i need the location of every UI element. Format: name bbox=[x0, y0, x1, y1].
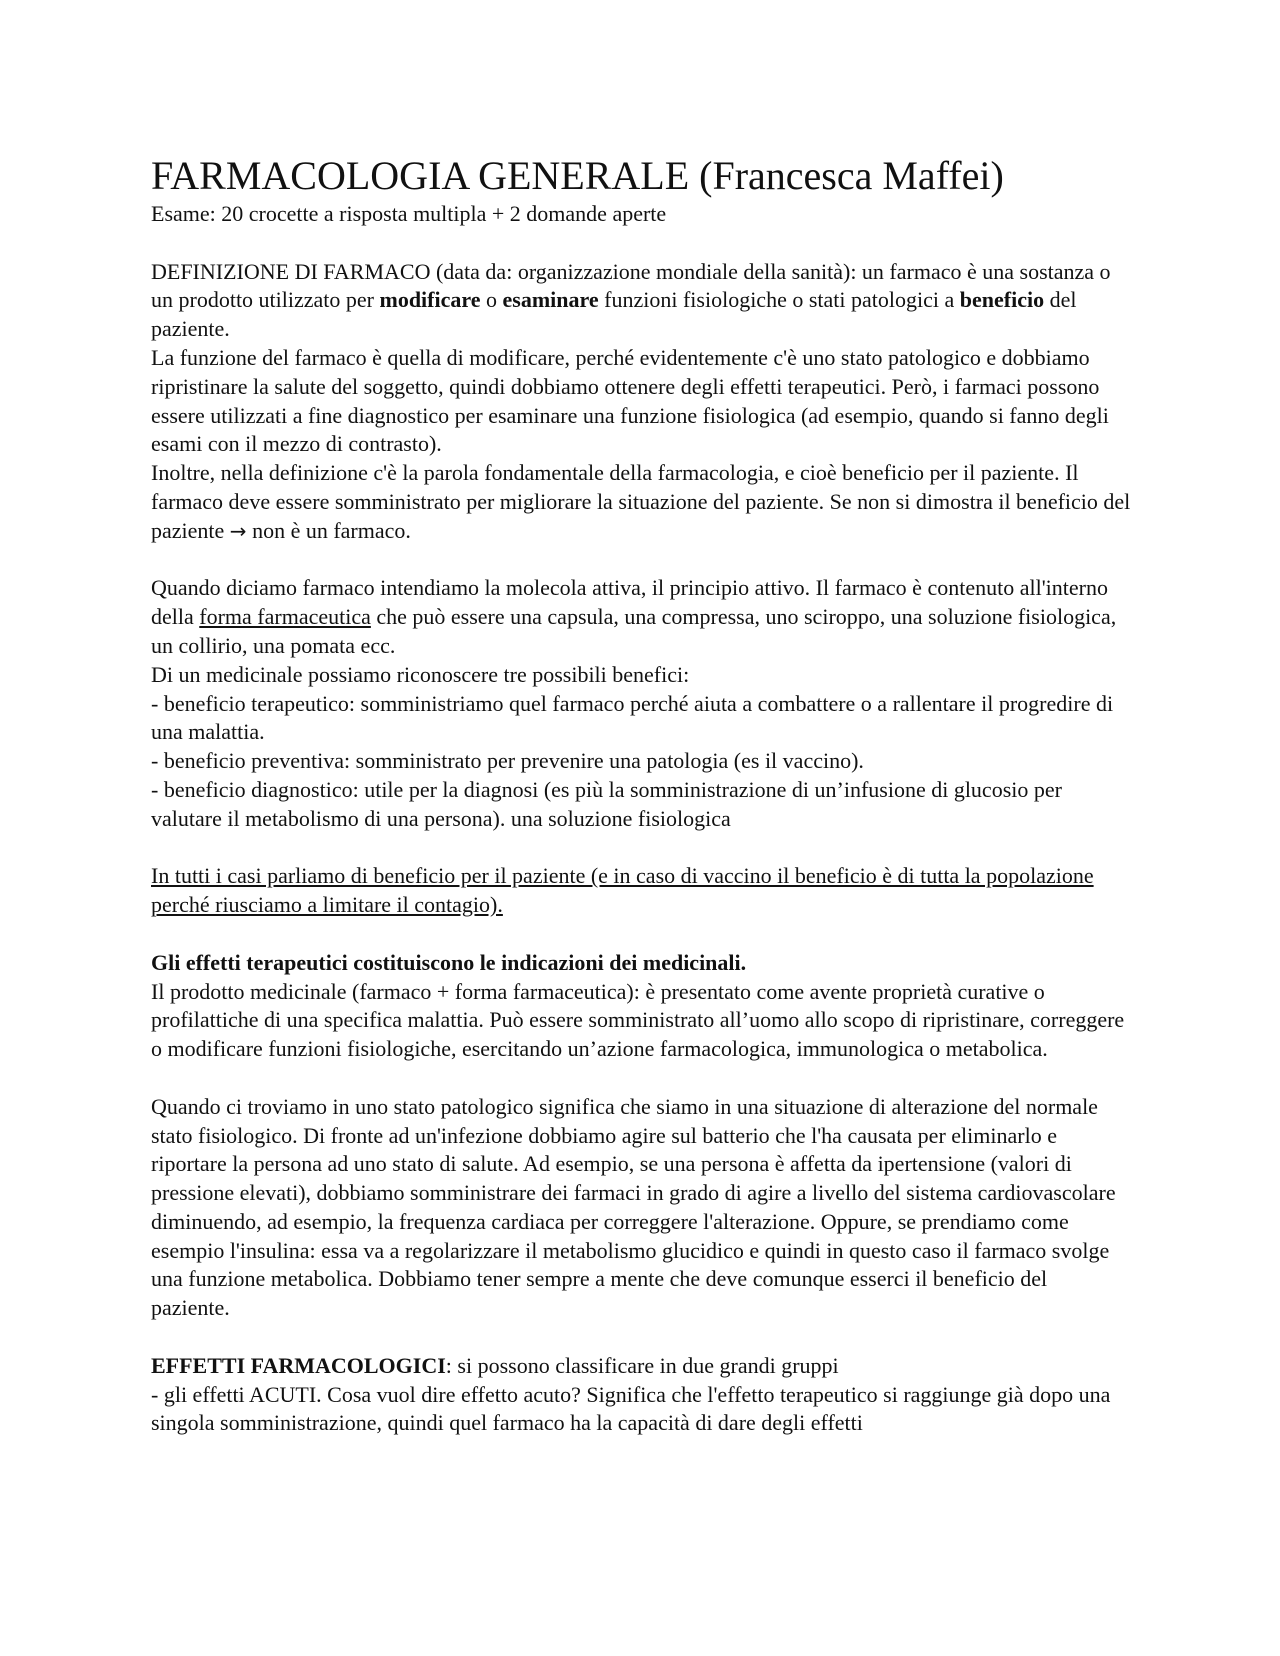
definition-paragraph bbox=[151, 258, 1131, 546]
benefit-diagnostic: - beneficio diagnostico: utile per la diagnosi (es più la somministrazione di un’infusione di glucosio per valutare il metabolismo di una persona). una soluzione fisiologica bbox=[151, 776, 1062, 831]
definition-bold-modificare: modificare bbox=[379, 287, 481, 313]
function-text: La funzione del farmaco è quella di modificare, perché evidentemente c'è uno stato patologico e dobbiamo ripristinare la salute del soggetto, quindi dobbiamo ottenere degli effetti terapeutici. Però, i farmaci possono essere utilizzati a fine diagnostico per esaminare una funzione fisiologica (ad esempio, quando si fanno degli esami con il mezzo di contrasto). bbox=[151, 344, 1109, 457]
pathological-state-paragraph: Quando ci troviamo in uno stato patologico significa che siamo in una situazione di alterazione del normale stato fisiologico. Di fronte ad un'infezione dobbiamo agire sul batterio che l'ha causata per eliminarlo e riportare la persona ad uno stato di salute. Ad esempio, se una persona è affetta da ipertensione (valori di pressione elevati), dobbiamo somministrare dei farmaci in grado di agire a livello del sistema cardiovascolare diminuendo, ad esempio, la frequenza cardiaca per correggere l'alterazione. Oppure, se prendiamo come esempio l'insulina: essa va a regolarizzare il metabolismo glucidico e quindi in questo caso il farmaco svolge una funzione metabolica. Dobbiamo tener sempre a mente che deve comunque esserci il beneficio del paziente. bbox=[151, 1093, 1116, 1321]
form-text-2: che può essere una capsula, una compressa, uno sciroppo, una soluzione fisiologica, un collirio, una pomata ecc. bbox=[151, 604, 1117, 658]
form-text-1: Quando diciamo farmaco intendiamo la molecola attiva, il principio attivo. Il farmaco è contenuto all'interno della bbox=[151, 575, 1108, 630]
effects-heading: EFFETTI FARMACOLOGICI bbox=[151, 1352, 446, 1378]
benefit-text-end: non è un farmaco. bbox=[246, 517, 411, 543]
definition-text-4: del paziente. bbox=[151, 287, 1077, 342]
page-title: FARMACOLOGIA GENERALE (Francesca Maffei) bbox=[151, 153, 1004, 198]
form-underlined: forma farmaceutica bbox=[199, 604, 371, 630]
benefit-preventive: - beneficio preventiva: somministrato per prevenire una patologia (es il vaccino). bbox=[151, 748, 864, 774]
indications-body: Il prodotto medicinale (farmaco + forma farmaceutica): è presentato come avente proprietà curative o profilattiche di una specifica malattia. Può essere somministrato all’uomo allo scopo di ripristinare, correggere o modificare funzioni fisiologiche, esercitando un’azione farmacologica, immunologica o metabolica. bbox=[151, 978, 1125, 1062]
arrow-right-icon: → bbox=[229, 518, 247, 543]
benefit-text-main: Inoltre, nella definizione c'è la parola fondamentale della farmacologia, e cioè beneficio per il paziente. Il farmaco deve essere somministrato per migliorare la situazione del paziente. Se non si dimostra il beneficio del paziente bbox=[151, 460, 1131, 543]
definition-text-3: funzioni fisiologiche o stati patologici a bbox=[598, 287, 960, 313]
benefit-therapeutic: - beneficio terapeutico: somministriamo quel farmaco perché aiuta a combattere o a rallentare il progredire di una malattia. bbox=[151, 690, 1114, 745]
effects-heading-rest: : si possono classificare in due grandi gruppi bbox=[445, 1352, 839, 1378]
definition-text-2: o bbox=[480, 287, 503, 313]
indications-paragraph bbox=[151, 949, 1131, 1064]
acute-effects: - gli effetti ACUTI. Cosa vuol dire effetto acuto? Significa che l'effetto terapeutico si raggiunge già dopo una singola somministrazione, quindi quel farmaco ha la capacità di dare degli effetti bbox=[151, 1381, 1111, 1436]
benefits-intro: Di un medicinale possiamo riconoscere tre possibili benefici: bbox=[151, 661, 690, 687]
benefit-text bbox=[151, 459, 1131, 545]
definition-bold-esaminare: esaminare bbox=[502, 287, 599, 313]
effects-heading-line bbox=[151, 1352, 1131, 1381]
definition-text-1: DEFINIZIONE DI FARMACO (data da: organizzazione mondiale della sanità): un farmaco è una sostanza o un prodotto utilizzato per bbox=[151, 258, 1111, 313]
all-cases-paragraph: In tutti i casi parliamo di beneficio per il paziente (e in caso di vaccino il beneficio è di tutta la popolazione perché riusciamo a limitare il contagio). bbox=[151, 863, 1094, 918]
pharmacological-effects-paragraph bbox=[151, 1352, 1131, 1438]
indications-heading: Gli effetti terapeutici costituiscono le indicazioni dei medicinali. bbox=[151, 949, 747, 975]
document-content bbox=[151, 152, 1131, 1467]
pharmaceutical-form-paragraph bbox=[151, 574, 1131, 833]
definition-bold-beneficio: beneficio bbox=[959, 287, 1045, 313]
exam-info: Esame: 20 crocette a risposta multipla + 2 domande aperte bbox=[151, 201, 667, 226]
